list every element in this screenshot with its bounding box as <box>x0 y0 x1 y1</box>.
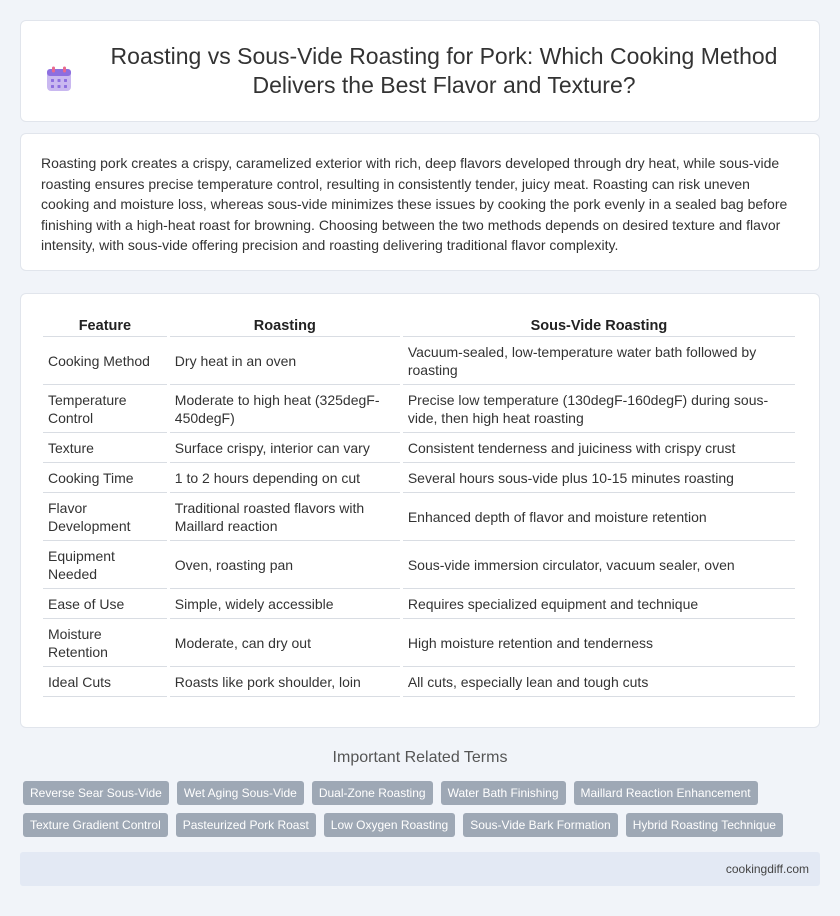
page-title: Roasting vs Sous-Vide Roasting for Pork: Which Cooking Method Delivers the Best Flavor and Texture? <box>110 43 778 98</box>
table-header-row <box>43 316 795 337</box>
roasting-cell: Simple, widely accessible <box>170 589 400 619</box>
comparison-table <box>40 316 798 697</box>
tag-reverse-sear-sous-vide[interactable]: Reverse Sear Sous-Vide <box>23 781 169 805</box>
tag-low-oxygen-roasting[interactable]: Low Oxygen Roasting <box>324 813 455 837</box>
feature-cell: Cooking Method <box>43 337 167 385</box>
header-sous-vide-roasting: Sous-Vide Roasting <box>403 316 795 337</box>
table-row <box>43 433 795 463</box>
related-terms-tags <box>23 781 823 845</box>
tag-pasteurized-pork-roast[interactable]: Pasteurized Pork Roast <box>176 813 316 837</box>
tag-row <box>23 781 823 805</box>
title-card <box>20 20 820 122</box>
tag-texture-gradient-control[interactable]: Texture Gradient Control <box>23 813 168 837</box>
title-wrap <box>40 42 800 100</box>
roasting-cell: Oven, roasting pan <box>170 541 400 589</box>
sous-vide-cell: All cuts, especially lean and tough cuts <box>403 667 795 697</box>
tag-hybrid-roasting-technique[interactable]: Hybrid Roasting Technique <box>626 813 783 837</box>
intro-card <box>20 133 820 271</box>
sous-vide-cell: Precise low temperature (130degF-160degF) during sous-vide, then high heat roasting <box>403 385 795 433</box>
sous-vide-cell: Consistent tenderness and juiciness with crispy crust <box>403 433 795 463</box>
table-row <box>43 541 795 589</box>
tag-sous-vide-bark-formation[interactable]: Sous-Vide Bark Formation <box>463 813 618 837</box>
roasting-cell: Roasts like pork shoulder, loin <box>170 667 400 697</box>
tag-water-bath-finishing[interactable]: Water Bath Finishing <box>441 781 566 805</box>
footer <box>20 852 820 886</box>
tag-maillard-reaction-enhancement[interactable]: Maillard Reaction Enhancement <box>574 781 758 805</box>
header-feature: Feature <box>43 316 167 337</box>
sous-vide-cell: Vacuum-sealed, low-temperature water bath followed by roasting <box>403 337 795 385</box>
feature-cell: Equipment Needed <box>43 541 167 589</box>
table-row <box>43 589 795 619</box>
sous-vide-cell: Sous-vide immersion circulator, vacuum sealer, oven <box>403 541 795 589</box>
table-row <box>43 385 795 433</box>
feature-cell: Ideal Cuts <box>43 667 167 697</box>
sous-vide-cell: Several hours sous-vide plus 10-15 minutes roasting <box>403 463 795 493</box>
calendar-icon <box>46 66 72 92</box>
feature-cell: Moisture Retention <box>43 619 167 667</box>
feature-cell: Texture <box>43 433 167 463</box>
sous-vide-cell: Enhanced depth of flavor and moisture retention <box>403 493 795 541</box>
feature-cell: Flavor Development <box>43 493 167 541</box>
tag-wet-aging-sous-vide[interactable]: Wet Aging Sous-Vide <box>177 781 304 805</box>
sous-vide-cell: High moisture retention and tenderness <box>403 619 795 667</box>
footer-site-link[interactable]: cookingdiff.com <box>725 862 809 876</box>
table-row <box>43 619 795 667</box>
feature-cell: Temperature Control <box>43 385 167 433</box>
tag-row <box>23 813 823 837</box>
table-row <box>43 493 795 541</box>
roasting-cell: 1 to 2 hours depending on cut <box>170 463 400 493</box>
related-terms-title: Important Related Terms <box>332 749 508 766</box>
intro-paragraph: Roasting pork creates a crispy, caramelized exterior with rich, deep flavors developed through dry heat, while sous-vide roasting ensures precise temperature control, resulting in consistently tender, juicy meat. Roasting can risk uneven cooking and moisture loss, whereas sous-vide minimizes these issues by cooking the pork evenly in a sealed bag before finishing with a high-heat roast for browning. Choosing between the two methods depends on desired texture and flavor intensity, with sous-vide offering precision and roasting delivering traditional flavor complexity. <box>41 155 788 253</box>
comparison-card <box>20 293 820 728</box>
feature-cell: Ease of Use <box>43 589 167 619</box>
header-roasting: Roasting <box>170 316 400 337</box>
tag-dual-zone-roasting[interactable]: Dual-Zone Roasting <box>312 781 433 805</box>
roasting-cell: Traditional roasted flavors with Maillard reaction <box>170 493 400 541</box>
table-row <box>43 337 795 385</box>
table-row <box>43 667 795 697</box>
table-row <box>43 463 795 493</box>
roasting-cell: Surface crispy, interior can vary <box>170 433 400 463</box>
roasting-cell: Moderate, can dry out <box>170 619 400 667</box>
sous-vide-cell: Requires specialized equipment and technique <box>403 589 795 619</box>
roasting-cell: Moderate to high heat (325degF-450degF) <box>170 385 400 433</box>
roasting-cell: Dry heat in an oven <box>170 337 400 385</box>
feature-cell: Cooking Time <box>43 463 167 493</box>
